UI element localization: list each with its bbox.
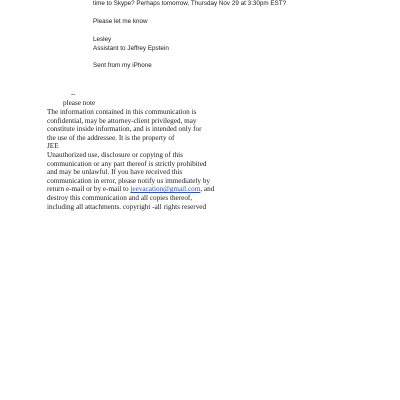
email-body bbox=[93, 0, 393, 71]
disclaimer-line: including all attachments. copyright -all rights reserved bbox=[47, 202, 207, 211]
email-question-line: time to Skype? Perhaps tomorrow, Thursday Nov 29 at 3:30pm EST? bbox=[93, 0, 287, 7]
confidentiality-disclaimer bbox=[47, 108, 247, 211]
disclaimer-line: communication in error, please notify us immediately by bbox=[47, 176, 210, 185]
disclaimer-heading: please note bbox=[63, 99, 96, 107]
signature-separator: -- bbox=[71, 91, 76, 98]
disclaimer-line: and may be unlawful. If you have received this bbox=[47, 168, 183, 177]
sent-from-line: Sent from my iPhone bbox=[93, 62, 152, 70]
disclaimer-line: communication or any part thereof is strictly prohibited bbox=[47, 159, 207, 168]
signature-name: Lesley bbox=[93, 36, 112, 44]
disclaimer-text: return e-mail or by e-mail to bbox=[47, 185, 131, 194]
email-link[interactable]: jeevacation@gmail.com bbox=[130, 185, 201, 194]
signature-title: Assistant to Jeffrey Epstein bbox=[93, 44, 169, 52]
disclaimer-line: the use of the addressee. It is the property of bbox=[47, 133, 175, 142]
disclaimer-line bbox=[47, 185, 247, 194]
disclaimer-line: confidential, may be attorney-client privileged, may bbox=[47, 116, 197, 125]
email-please-let-me-know: Please let me know bbox=[93, 18, 148, 26]
disclaimer-line: destroy this communication and all copies thereof, bbox=[47, 193, 193, 202]
disclaimer-line: The information contained in this communication is bbox=[47, 108, 197, 116]
disclaimer-line: JEE bbox=[47, 142, 59, 151]
disclaimer-line: constitute inside information, and is intended only for bbox=[47, 125, 202, 134]
disclaimer-text: , and bbox=[200, 185, 215, 194]
disclaimer-line: Unauthorized use, disclosure or copying of this bbox=[47, 150, 183, 159]
